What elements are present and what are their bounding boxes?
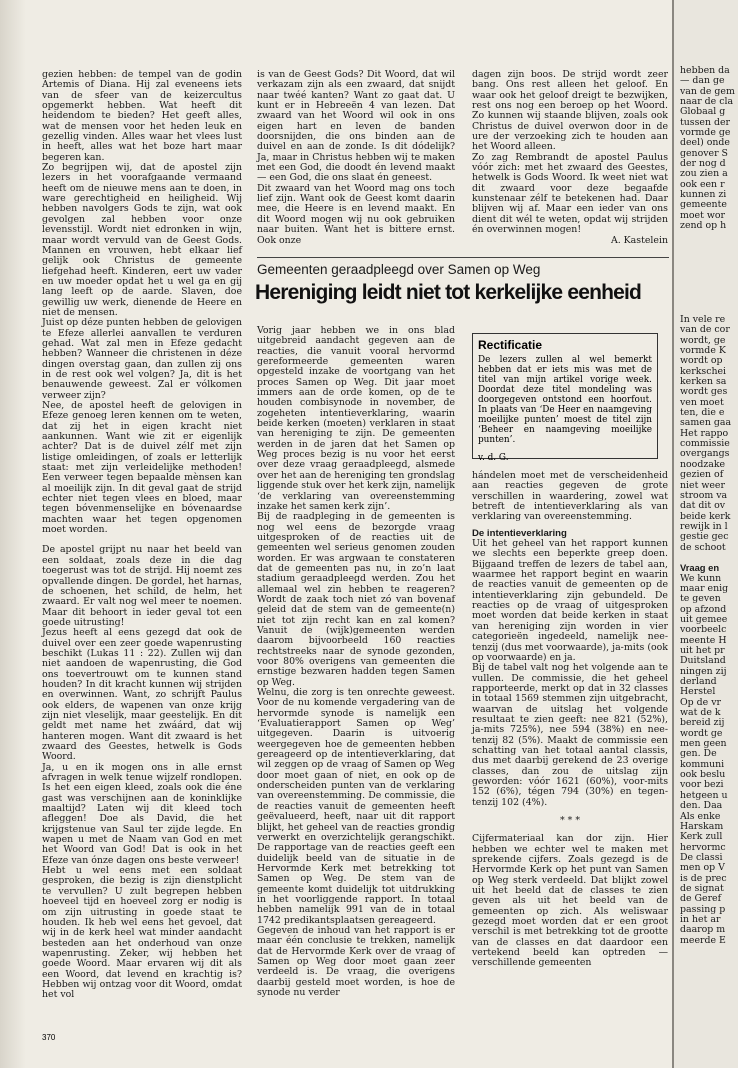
edge-line: wordt op <box>680 355 723 367</box>
paragraph: De apostel grijpt nu naar het beeld van een soldaat, zoals deze in die dag toegerust was tot de strijd. Hij noemt zes opvallende dingen. De gordel, het harnas, de schoenen, het schild, de helm, het zwaard. Er valt nog wel meer te noemen. Maar dit behoort in ieder geval tot een goede uitrusting! <box>42 544 242 628</box>
edge-line: de Geref <box>680 893 722 905</box>
edge-line: zend op h <box>680 220 727 232</box>
edge-line: We kunn <box>680 572 722 584</box>
edge-line: beide kerk <box>680 510 731 522</box>
edge-line: gen. De <box>680 748 717 760</box>
page-number: 370 <box>42 1033 56 1042</box>
edge-line: den. Daa <box>680 800 723 812</box>
edge-line: de schoot <box>680 541 726 553</box>
edge-line: vormde ge <box>680 127 731 139</box>
edge-line: hervormc <box>680 841 726 853</box>
edge-column-top <box>680 66 738 232</box>
edge-line: Het rappo <box>680 427 729 439</box>
edge-line: derland <box>680 676 717 688</box>
edge-line: is de prec <box>680 872 727 884</box>
edge-line: men op V <box>680 862 725 874</box>
paragraph: Zo zag Rembrandt de apostel Paulus vóór zich: met het zwaard des Geestes, hetwelk is Gods Woord. Ik weet niet wat dit zwaard voor deze begaafde kunstenaar zélf te betekenen had. Daar blijven wij af. Maar een ieder van ons dient dit wél te weten, opdat wij strijden én overwinnen mogen! <box>472 151 668 236</box>
rectification-box <box>472 333 658 463</box>
paragraph: Nee, de apostel heeft de gelovigen in Efeze genoeg leren kennen om te weten, dat zij het in eigen kracht niet aankunnen. Want wie zit er eigenlijk achter? Dat is de duivel zélf met zijn listige omleidingen, of zoals er letterlijk staat: met zijn verleidelijke methoden! Een verweer tegen bepaalde mènsen kan al moeilijk zijn. In dit geval gaat de strijd echter niet tegen vlees en bloed, maar tegen bóvenmenselijke en bóvenaardse machten waar het tegen opgenomen moet worden. <box>42 400 242 536</box>
paragraph: Jezus heeft al eens gezegd dat ook de duivel over een zeer goede wapenrusting beschikt (Lukas 11 : 22). Zullen wij dan niet aandoen de wapenrusting, die God ons toevertrouwt om te kunnen stand houden? In dit kracht kunnen wij strijden en overwinnen. Want, zo schrijft Paulus ook elders, de wapenen van onze krijg zijn niet vleselijk, maar geestelijk. En dit geldt met name het zwáárd, dat wij hanteren mogen. Want dit zwaard is het zwaard des Geestes, hetwelk is Gods Woord. <box>42 627 242 763</box>
edge-line: meente H <box>680 634 727 646</box>
article-headline: Hereniging leidt niet tot kerkelijke eenheid <box>255 281 642 304</box>
edge-line: Kerk zull <box>680 831 723 843</box>
paragraph: Hebt u wel eens met een soldaat gesproken, die bezig is zijn dienstplicht te vervullen? U zult begrepen hebben hoeveel tijd en hoeveel zorg er nodig is om zijn uitrusting in goede staat te houden. Ik heb wel eens het gevoel, dat wij in de kerk heel wat minder aandacht besteden aan het onderhoud van onze wapenrusting. Zeker, wij hebben het goede Woord. Maar ervaren wij dit als een Woord, dat levend en krachtig is? Hebben wij ontzag voor dit Woord, omdat het vol <box>42 865 242 1001</box>
edge-line: hebben da <box>680 65 730 76</box>
edge-line: men geen <box>680 738 727 750</box>
edge-line: hetgeen u <box>680 789 728 801</box>
edge-line: genover S <box>680 147 728 159</box>
edge-line: moet wor <box>680 209 725 221</box>
edge-line: op afzond <box>680 603 727 615</box>
paragraph: Welnu, die zorg is ten onrechte geweest. Voor de nu komende vergadering van de hervormde synode is namelijk een ‘Evaluatierapport Samen op Weg’ uitgegeven. Daarin is uitvoerig weergegeven hoe de gemeenten hebben gereageerd op de intentieverklaring, dat wil zeggen op de vraag of Samen op Weg door moet gaan of niet, en ook op de onderscheiden punten van de verklaring van overeenstemming. De commissie, die de reacties vanuit de gemeenten heeft geëvalueerd, heeft, naar uit dit rapport blijkt, het geheel van de reacties grondig verwerkt en overzichtelijk gerangschikt. De rapportage van de reacties geeft een duidelijk beeld van de situatie in de Hervormde Kerk met betrekking tot Samen op Weg. De stem van de gemeente komt duidelijk tot uitdrukking in het voorliggende rapport. In totaal hebben namelijk 991 van de in totaal 1742 predikantsplaatsen gereageerd. <box>257 687 455 926</box>
edge-line: commissie <box>680 438 730 450</box>
edge-line: meerde E <box>680 934 726 946</box>
edge-line: wordt ges <box>680 386 728 398</box>
edge-line: overgangs <box>680 448 730 460</box>
edge-line: naar de cla <box>680 96 734 108</box>
paragraph: Bij de tabel valt nog het volgende aan te vullen. De commissie, die het geheel rapporteerde, merkt op dat in 32 classes in totaal 1569 stemmen zijn uitgebracht, waarvan de uitslag het volgende resultaat te zien geeft: nee 821 (52%), ja-mits 725%), nee 594 (38%) en nee-tenzij 82 (5%). Maakt de commissie een schatting van het totaal aantal classis, dus met daarbij gerekend de 23 overige classes, dan zou de uitslag zijn geworden: vóór 1621 (60%), voor-mits 152 (6%), tégen 794 (30%) en tegen-tenzij 102 (4%). <box>472 662 668 808</box>
edge-line: maar enig <box>680 582 729 594</box>
paragraph: Juist op déze punten hebben de gelovigen te Efeze allerlei aanvallen te verduren gehad. Wat zal men in Efeze gedacht hebben? Wanneer die christenen in déze dingen overstag gaan, dan zullen zij ons in de rest ook wel volgen? Ja, dit is het benauwende geweest. Zal er vólkomen verweer zijn? <box>42 317 242 401</box>
paragraph: Cijfermateriaal kan dor zijn. Hier hebben we echter wel te maken met sprekende cijfers. Zoals gezegd is de Hervormde Kerk op het punt van Samen op Weg sterk verdeeld. Dat blijkt zowel uit het beeld dat de classes te zien geven als uit het beeld van de gemeenten op zich. Als weliswaar gezegd moet worden dat er een groot verschil is met betrekking tot de grootte van de classes en dat daardoor een vertekend beeld kan optreden — verschillende gemeenten <box>472 833 668 969</box>
paragraph: Uit het geheel van het rapport kunnen we slechts een beperkte greep doen. Bijgaand treffen de lezers de tabel aan, waarmee het rapport begint en waarin de reacties vanuit de gemeenten op de intentieverklaring zijn gebundeld. De reacties op de vraag of uitgesproken moet worden dat beide kerken in staat van hereniging zijn worden in vier categorieën ingedeeld, namelijk nee-tenzij (dus met voorwaarde), ja-mits (ook op voorwaarde) en ja. <box>472 538 668 663</box>
edge-line: Vraag en <box>680 562 720 574</box>
edge-line: bereid zij <box>680 717 725 729</box>
box-signature: v. d. G. <box>478 453 509 463</box>
column-article-2 <box>472 471 668 969</box>
edge-line: in het ar <box>680 913 721 925</box>
column-2-top <box>257 70 455 246</box>
edge-line: kerkschei <box>680 365 727 377</box>
box-title: Rectificatie <box>478 338 543 352</box>
edge-line: vormde K <box>680 345 726 357</box>
edge-line: gemeente <box>680 199 727 211</box>
paragraph: Zo begrijpen wij, dat de apostel zijn lezers in het voorafgaande vermaand heeft om de nieuwe mens aan te doen, in ware gerechtigheid en heiligheid. Wij hebben navolgers Gods te zijn, wat ook gevolgen zal hebben voor onze levensstijl. Wordt niet edronken in wijn, maar wordt vervuld van de Geest Gods. Mannen en vrouwen, hebt elkaar lief gelijk ook Christus de gemeente liefgehad heeft. Kinderen, eert uw vader en uw moeder opdat het u wel ga en gij lang leeft op de aarde. Slaven, doe gewillig uw werk, dienende de Heere en niet de mensen. <box>42 162 242 318</box>
edge-line: Herstel <box>680 686 716 698</box>
edge-line: ook een r <box>680 178 725 190</box>
edge-line: dat dit ov <box>680 500 726 512</box>
edge-line: kerken sa <box>680 376 727 388</box>
edge-line: stroom va <box>680 489 728 501</box>
edge-line: gezien of <box>680 469 724 481</box>
edge-line: ook beslu <box>680 769 726 781</box>
edge-line: ven moet <box>680 396 724 408</box>
paragraph: gezien hebben: de tempel van de godin Artemis of Diana. Hij zal eveneens iets van de sfeer van de keizercultus opgemerkt hebben. Wat heeft dit heidendom te bieden? Het geeft alles, wat de mensen voor het heden leuk en gezellig vinden. Alles waar het vlees lust in heeft, alles wat het boze hart maar begeren kan. <box>42 69 242 163</box>
edge-line: voor bezi <box>680 779 724 791</box>
edge-line: Duitsland <box>680 655 726 667</box>
edge-line: tussen der <box>680 116 731 128</box>
edge-line: samen gaa <box>680 417 732 429</box>
box-text: De lezers zullen al wel bemerkt hebben dat er iets mis was met de titel van mijn artikel vorige week. Doordat deze titel mondeling was doorgegeven ontstond een hoorfout. In plaats van ‘De Heer en naamgeving moeilijke punten’ moest de titel zijn ‘Beheer en naamgeving moeilijke punten’. <box>478 355 652 445</box>
edge-line: daarop m <box>680 924 726 936</box>
edge-line: van de cor <box>680 324 730 336</box>
paragraph: Ja, u en ik mogen ons in alle ernst afvragen in welk tenue wijzelf rondlopen. Is het een eigen kleed, zoals ook die éne gast was verschijnen aan de koninklijke maaltijd? Laten wij dit kleed toch afleggen! Doe als David, die het krijgstenue van Saul ter zijde legde. En wapen u met de Naam van God en met het Woord van God! Dat is ook in het Efeze van ónze dagen ons beste verweer! <box>42 761 242 866</box>
author-signature: A. Kastelein <box>610 234 668 246</box>
edge-line: wordt ge <box>680 727 723 739</box>
edge-line: wat de k <box>680 707 721 719</box>
edge-line: kommuni <box>680 758 725 770</box>
subheading: De intentieverklaring <box>472 527 567 539</box>
column-3-top <box>472 70 668 246</box>
edge-line: rewijk in l <box>680 520 728 532</box>
edge-line: noodzake <box>680 458 726 470</box>
paragraph: Gegeven de inhoud van het rapport is er maar één conclusie te trekken, namelijk dat de Hervormde Kerk over de vraag of Samen op Weg door moet gaan zeer verdeeld is. De vraag, die overigens daarbij gesteld moet worden, is hoe de synode nu verder <box>257 924 455 998</box>
edge-line: Globaal g <box>680 106 726 118</box>
edge-line: In vele re <box>680 314 726 325</box>
edge-line: Als enke <box>680 810 721 822</box>
edge-line: passing p <box>680 903 726 915</box>
paragraph: Vorig jaar hebben we in ons blad uitgebreid aandacht gegeven aan de reacties, die vanuit vooral hervormd gereformeerde gemeenten waren opgesteld inzake de voortgang van het proces Samen op Weg. Dit jaar moet immers aan de orde komen, op de te houden combisynode in november, de zogeheten intentieverklaring, waarin beide kerken (moeten) verklaren in staat van hereniging te zijn. De gemeenten werden in de jaren dat het Samen op Weg proces bezig is nu voor het eerst over deze vraag geraadpleegd, alsmede over het aan de hereniging ten grondslag liggende stuk over het kerk zijn, namelijk ‘de verklaring van overeenstemming inzake het samen kerk zijn’. <box>257 325 455 512</box>
edge-column-bottom <box>680 315 738 946</box>
next-page-edge <box>672 0 738 1068</box>
edge-line: — dan ge <box>680 75 725 87</box>
edge-line: kunnen zi <box>680 189 727 201</box>
edge-line: zou zien a <box>680 168 728 180</box>
edge-line: Op de vr <box>680 696 721 708</box>
edge-line: De classi <box>680 851 723 863</box>
edge-line: uit het pr <box>680 645 725 656</box>
edge-line: Harskam <box>680 820 724 832</box>
edge-line: de signat <box>680 882 724 894</box>
paragraph: is van de Geest Gods? Dit Woord, dat wil verkazam zijn als een zwaard, dat snijdt naar twéé kanten? Want zo gaat dat. U kunt er in Hebreeën 4 van lezen. Dat zwaard van het Woord wil ook in ons eigen hart en leven de banden doorsnijden, die ons binden aan de duivel en aan de zonde. Is dit dódelijk? Ja, maar in Christus hebben wij te maken met een God, die doodt én levend maakt — een God, die ons slaat én geneest. <box>257 69 455 184</box>
paragraph: hándelen moet met de verscheidenheid aan reacties gegeven de grote verschillen in waardering, zowel wat betreft de intentieverklaring als van verklaring van overeenstemming. <box>472 470 668 523</box>
column-article-1 <box>257 326 455 998</box>
edge-line: van de gem <box>680 85 735 97</box>
edge-line: wordt, ge <box>680 334 726 346</box>
edge-line: te geven <box>680 593 721 605</box>
section-stars: * * * <box>559 815 581 826</box>
edge-line: uit gemee <box>680 613 728 625</box>
edge-line: voorbeelc <box>680 624 727 636</box>
paragraph: Bij de raadpleging in de gemeenten is nog wel eens de bezorgde vraag uitgesproken of de reacties uit de gemeenten wel serieus genomen zouden worden. Er was argwaan te constateren dat de gemeenten pas nu, in zo’n laat stadium geraadpleegd werden. Zou het allemaal wel zin hebben te reageren? Wordt de zaak toch niet zó van bovenaf geleid dat de stem van de gemeente(n) niet tot zijn recht kan en zal komen? Vanuit de (wijk)gemeenten werden daarom bijvoorbeeld 160 reacties rechtstreeks naar de synode gezonden, voor 80% overigens van gemeenten die ernstige bezwaren hadden tegen Samen op Weg. <box>257 511 455 688</box>
column-1 <box>42 70 242 1001</box>
section-divider <box>257 257 669 258</box>
edge-line: gestie gec <box>680 531 729 543</box>
edge-line: ten, die e <box>680 407 725 419</box>
edge-line: niet weer <box>680 479 725 491</box>
edge-line: deel) onde <box>680 137 730 149</box>
edge-line: ningen zij <box>680 665 727 677</box>
article-kicker: Gemeenten geraadpleegd over Samen op Weg <box>257 262 541 277</box>
edge-line: der nog d <box>680 158 726 170</box>
paragraph: Dit zwaard van het Woord mag ons toch lief zijn. Want ook de Geest komt daarin mee, die Heere is en levend maakt. En dit Woord mogen wij nu ook gebruiken naar buiten. Want het is bittere ernst. Ook onze <box>257 182 455 246</box>
paragraph: dagen zijn boos. De strijd wordt zeer bang. Ons rest alleen het geloof. En waar ook het geloof dreigt te bezwijken, rest ons nog een beroep op het Woord. Zo kunnen wij staande blijven, zoals ook Christus de duivel overwon door in de ure der verzoeking zich te houden aan het Woord alleen. <box>472 69 668 153</box>
